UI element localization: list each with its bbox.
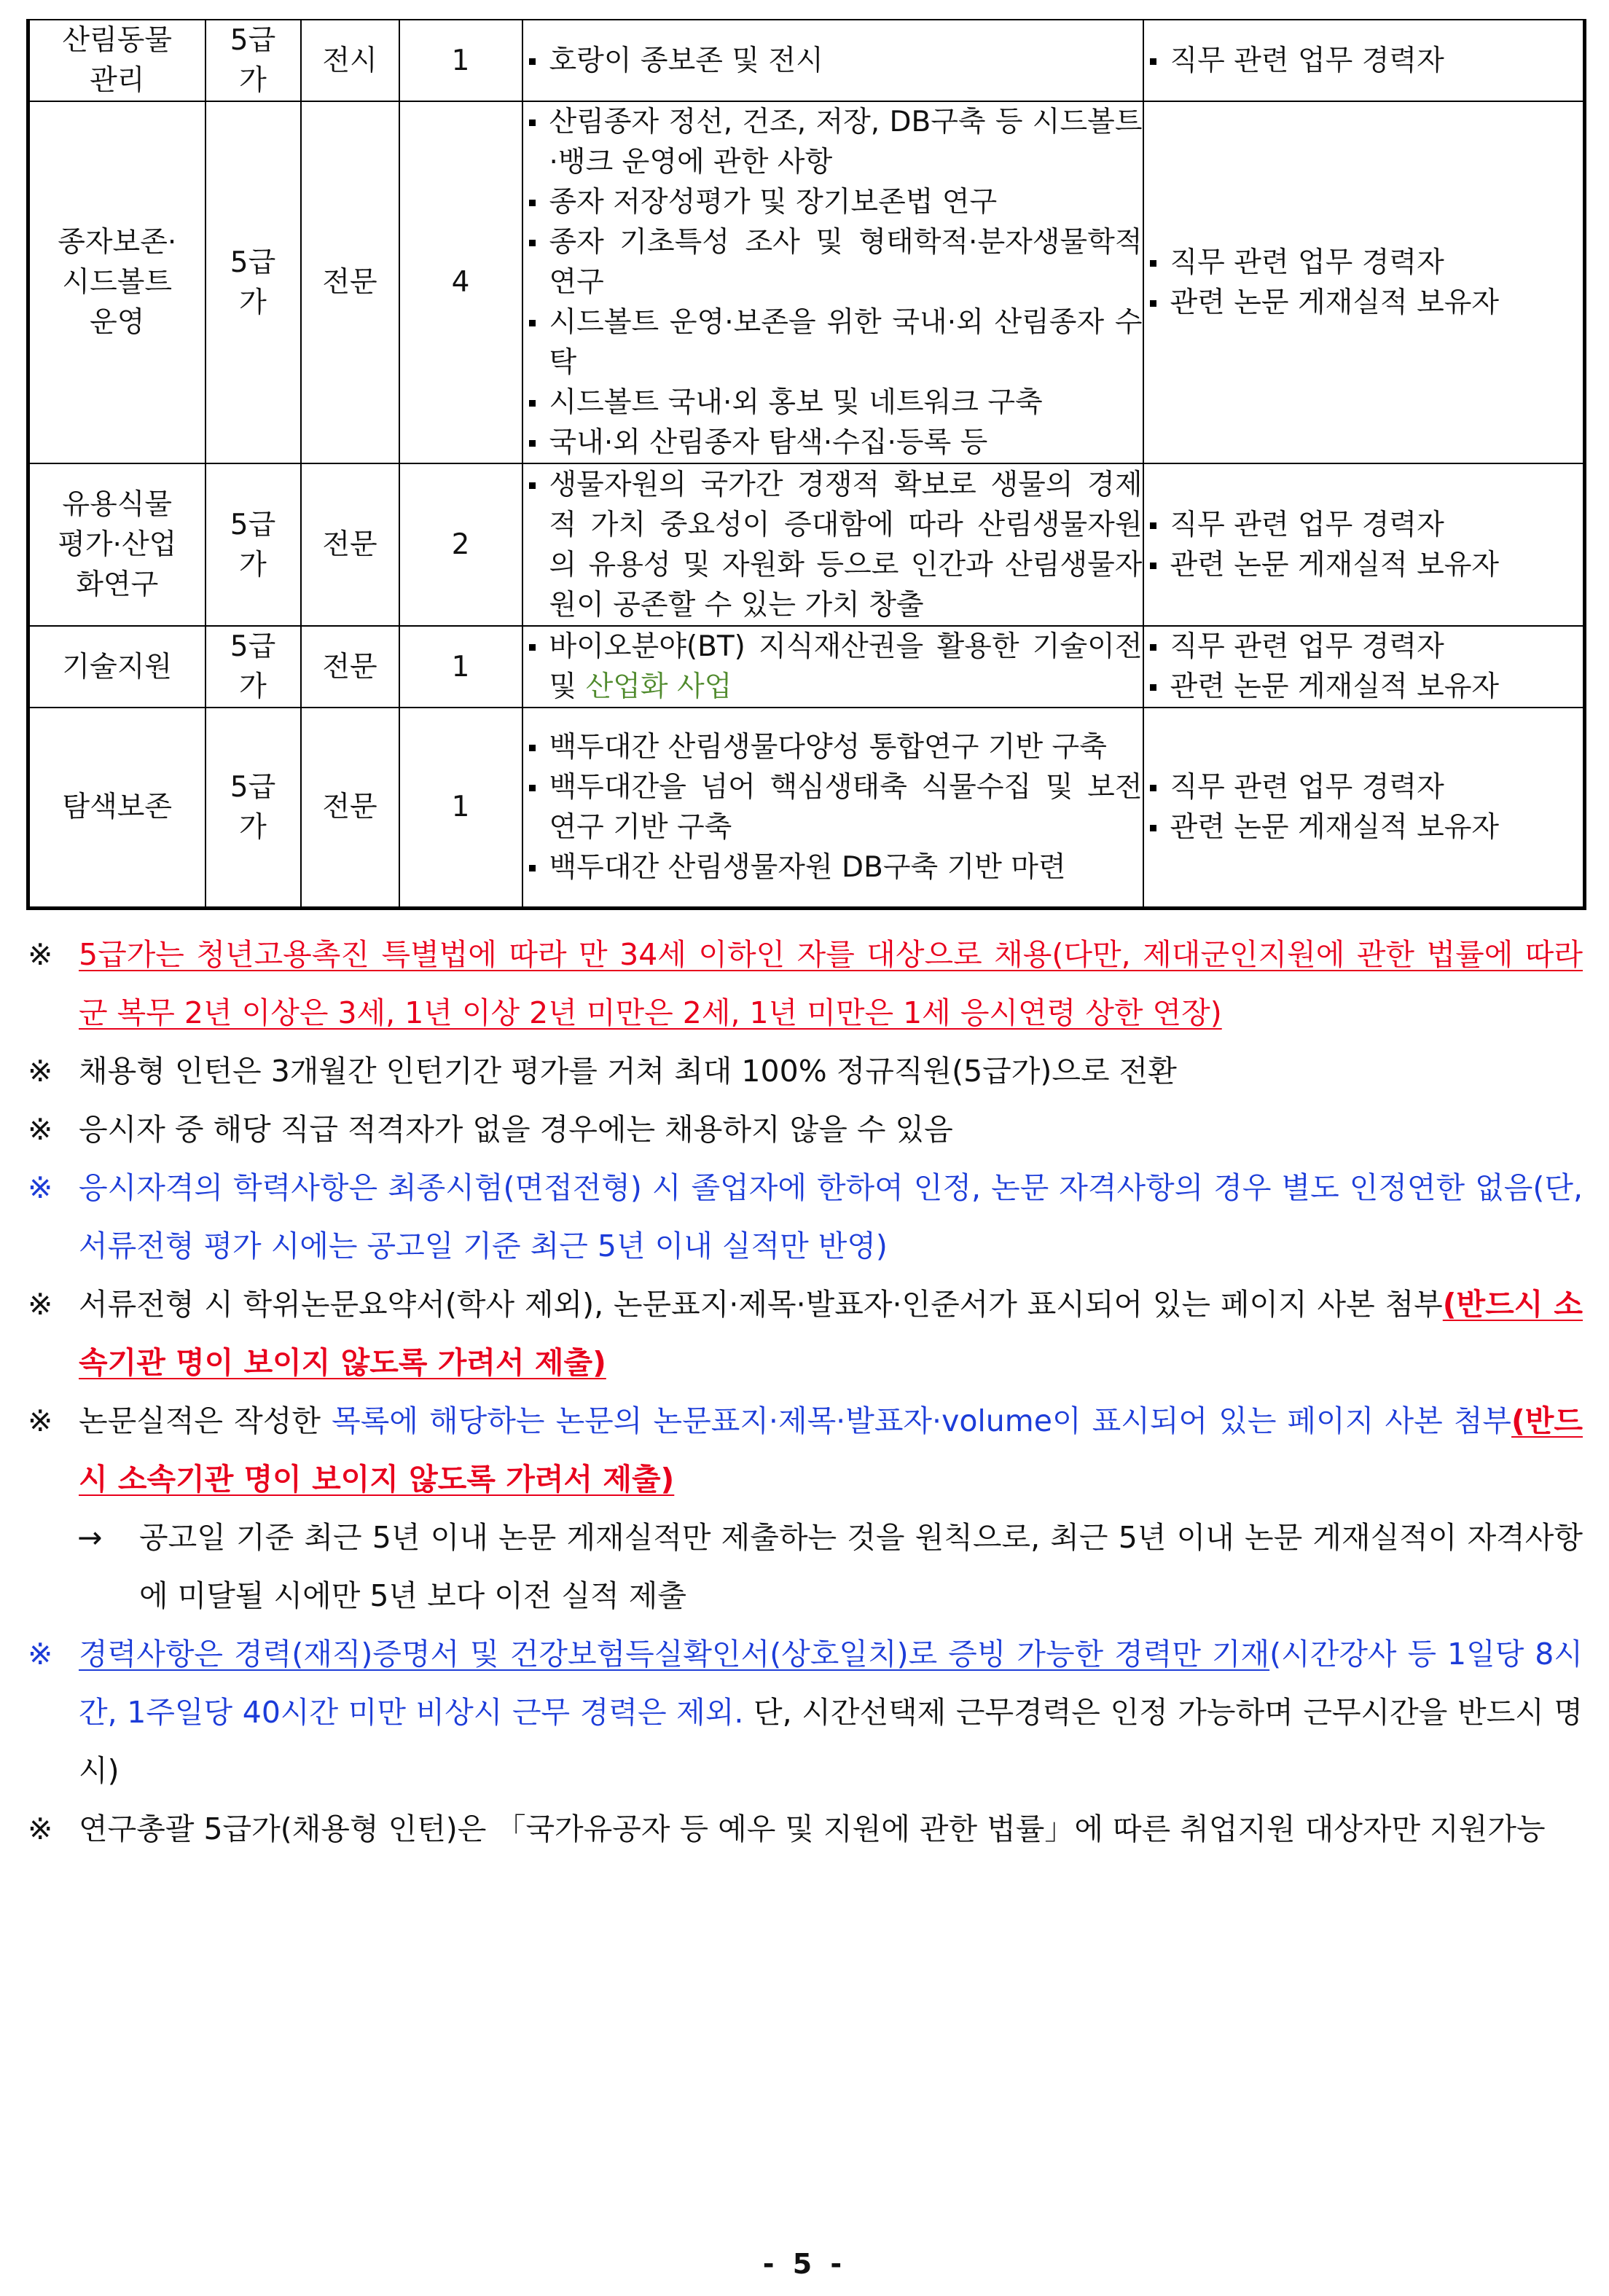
reference-mark: ※ xyxy=(28,1287,53,1322)
duty-cell xyxy=(522,626,1143,708)
note-veterans: ※ 연구총괄 5급가(채용형 인턴)은 「국가유공자 등 예우 및 지원에 관한 법률」에 따른 취업지원 대상자만 지원가능 xyxy=(26,1800,1583,1858)
field-cell: 종자보존· 시드볼트 운영 xyxy=(28,101,205,463)
list-item: 관련 논문 게재실적 보유자 xyxy=(1144,545,1583,585)
list-item: 관련 논문 게재실적 보유자 xyxy=(1144,807,1583,847)
count-cell: 1 xyxy=(399,20,522,101)
note-career: ※ 경력사항은 경력(재직)증명서 및 건강보험득실확인서(상호일치)로 증빙 가능한 경력만 기재(시간강사 등 1일당 8시간, 1주일당 40시간 미만 비상시 근무 경력은 제외. 단, 시간선택제 근무경력은 인정 가능하며 근무시간을 반드시 명시) xyxy=(26,1625,1583,1800)
grade-cell: 5급 가 xyxy=(205,101,301,463)
grade-cell: 5급 가 xyxy=(205,708,301,908)
list-item: 생물자원의 국가간 경쟁적 확보로 생물의 경제적 가치 중요성이 증대함에 따라 산림생물자원의 유용성 및 자원화 등으로 인간과 산림생물자원이 공존할 수 있는 가치 창출 xyxy=(523,465,1143,625)
type-cell: 전문 xyxy=(301,626,399,708)
list-item: 호랑이 종보존 및 전시 xyxy=(523,41,1143,81)
reference-mark: ※ xyxy=(28,937,53,972)
list-item: 시드볼트 국내·외 홍보 및 네트워크 구축 xyxy=(523,383,1143,423)
grade-cell: 5급 가 xyxy=(205,463,301,626)
field-cell: 기술지원 xyxy=(28,626,205,708)
note-intern: ※ 채용형 인턴은 3개월간 인턴기간 평가를 거쳐 최대 100% 정규직원(5급가)으로 전환 xyxy=(26,1042,1583,1100)
note-education: ※ 응시자격의 학력사항은 최종시험(면접전형) 시 졸업자에 한하여 인정, 논문 자격사항의 경우 별도 인정연한 없음(단, 서류전형 평가 시에는 공고일 기준 최근 5년 이내 실적만 반영) xyxy=(26,1159,1583,1275)
note-documents: ※ 서류전형 시 학위논문요약서(학사 제외), 논문표지·제목·발표자·인준서가 표시되어 있는 페이지 사본 첨부(반드시 소속기관 명이 보이지 않도록 가려서 제출) xyxy=(26,1275,1583,1392)
list-item: 백두대간 산림생물다양성 통합연구 기반 구축 xyxy=(523,727,1143,767)
field-cell: 유용식물 평가·산업 화연구 xyxy=(28,463,205,626)
qualification-cell xyxy=(1143,20,1585,101)
count-cell: 4 xyxy=(399,101,522,463)
type-cell: 전시 xyxy=(301,20,399,101)
reference-mark: ※ xyxy=(28,1170,53,1205)
note-papers-detail: → 공고일 기준 최근 5년 이내 논문 게재실적만 제출하는 것을 원칙으로, 최근 5년 이내 논문 게재실적이 자격사항에 미달될 시에만 5년 보다 이전 실적 제출 xyxy=(26,1508,1583,1625)
qualification-cell xyxy=(1143,708,1585,908)
field-cell: 탐색보존 xyxy=(28,708,205,908)
table-row xyxy=(28,101,1585,463)
duty-cell xyxy=(522,101,1143,463)
duty-cell xyxy=(522,20,1143,101)
grade-cell: 5급 가 xyxy=(205,626,301,708)
list-item: 백두대간을 넘어 핵심생태축 식물수집 및 보전연구 기반 구축 xyxy=(523,767,1143,847)
list-item: 종자 기초특성 조사 및 형태학적·분자생물학적 연구 xyxy=(523,222,1143,302)
grade-cell: 5급 가 xyxy=(205,20,301,101)
list-item: 직무 관련 업무 경력자 xyxy=(1144,505,1583,545)
reference-mark: ※ xyxy=(28,1403,53,1438)
list-item: 관련 논문 게재실적 보유자 xyxy=(1144,283,1583,323)
list-item: 직무 관련 업무 경력자 xyxy=(1144,627,1583,667)
type-cell: 전문 xyxy=(301,708,399,908)
list-item: 종자 저장성평가 및 장기보존법 연구 xyxy=(523,182,1143,222)
type-cell: 전문 xyxy=(301,101,399,463)
table-row xyxy=(28,463,1585,626)
count-cell: 1 xyxy=(399,626,522,708)
count-cell: 1 xyxy=(399,708,522,908)
arrow-icon: → xyxy=(77,1520,103,1555)
count-cell: 2 xyxy=(399,463,522,626)
note-age-limit: ※ 5급가는 청년고용촉진 특별법에 따라 만 34세 이하인 자를 대상으로 채용(다만, 제대군인지원에 관한 법률에 따라 군 복무 2년 이상은 3세, 1년 이상 2년 미만은 2세, 1년 미만은 1세 응시연령 상한 연장) xyxy=(26,925,1583,1042)
note-papers: ※ 논문실적은 작성한 목록에 해당하는 논문의 논문표지·제목·발표자·volume이 표시되어 있는 페이지 사본 첨부(반드시 소속기관 명이 보이지 않도록 가려서 제출) xyxy=(26,1392,1583,1508)
list-item: 직무 관련 업무 경력자 xyxy=(1144,767,1583,807)
reference-mark: ※ xyxy=(28,1112,53,1147)
table-row xyxy=(28,708,1585,908)
list-item: 백두대간 산림생물자원 DB구축 기반 마련 xyxy=(523,847,1143,888)
list-item: 직무 관련 업무 경력자 xyxy=(1144,41,1583,81)
reference-mark: ※ xyxy=(28,1811,53,1846)
table-row xyxy=(28,20,1585,101)
list-item: 바이오분야(BT) 지식재산권을 활용한 기술이전 및 산업화 사업 xyxy=(523,627,1143,707)
reference-mark: ※ xyxy=(28,1054,53,1089)
note-no-hire: ※ 응시자 중 해당 직급 적격자가 없을 경우에는 채용하지 않을 수 있음 xyxy=(26,1100,1583,1159)
highlighted-text: 산업화 사업 xyxy=(585,670,732,703)
duty-cell xyxy=(522,708,1143,908)
list-item: 국내·외 산림종자 탐색·수집·등록 등 xyxy=(523,423,1143,463)
list-item: 산림종자 정선, 건조, 저장, DB구축 등 시드볼트·뱅크 운영에 관한 사항 xyxy=(523,102,1143,182)
list-item: 시드볼트 운영·보존을 위한 국내·외 산림종자 수탁 xyxy=(523,302,1143,383)
table-row xyxy=(28,626,1585,708)
field-cell: 산림동물 관리 xyxy=(28,20,205,101)
qualification-cell xyxy=(1143,463,1585,626)
qualification-cell xyxy=(1143,626,1585,708)
duty-cell xyxy=(522,463,1143,626)
recruitment-table xyxy=(26,19,1586,910)
list-item: 직무 관련 업무 경력자 xyxy=(1144,243,1583,283)
type-cell: 전문 xyxy=(301,463,399,626)
qualification-cell xyxy=(1143,101,1585,463)
list-item: 관련 논문 게재실적 보유자 xyxy=(1144,667,1583,707)
page-number: - 5 - xyxy=(762,2248,847,2280)
reference-mark: ※ xyxy=(28,1637,53,1672)
notes-section xyxy=(26,925,1583,1858)
